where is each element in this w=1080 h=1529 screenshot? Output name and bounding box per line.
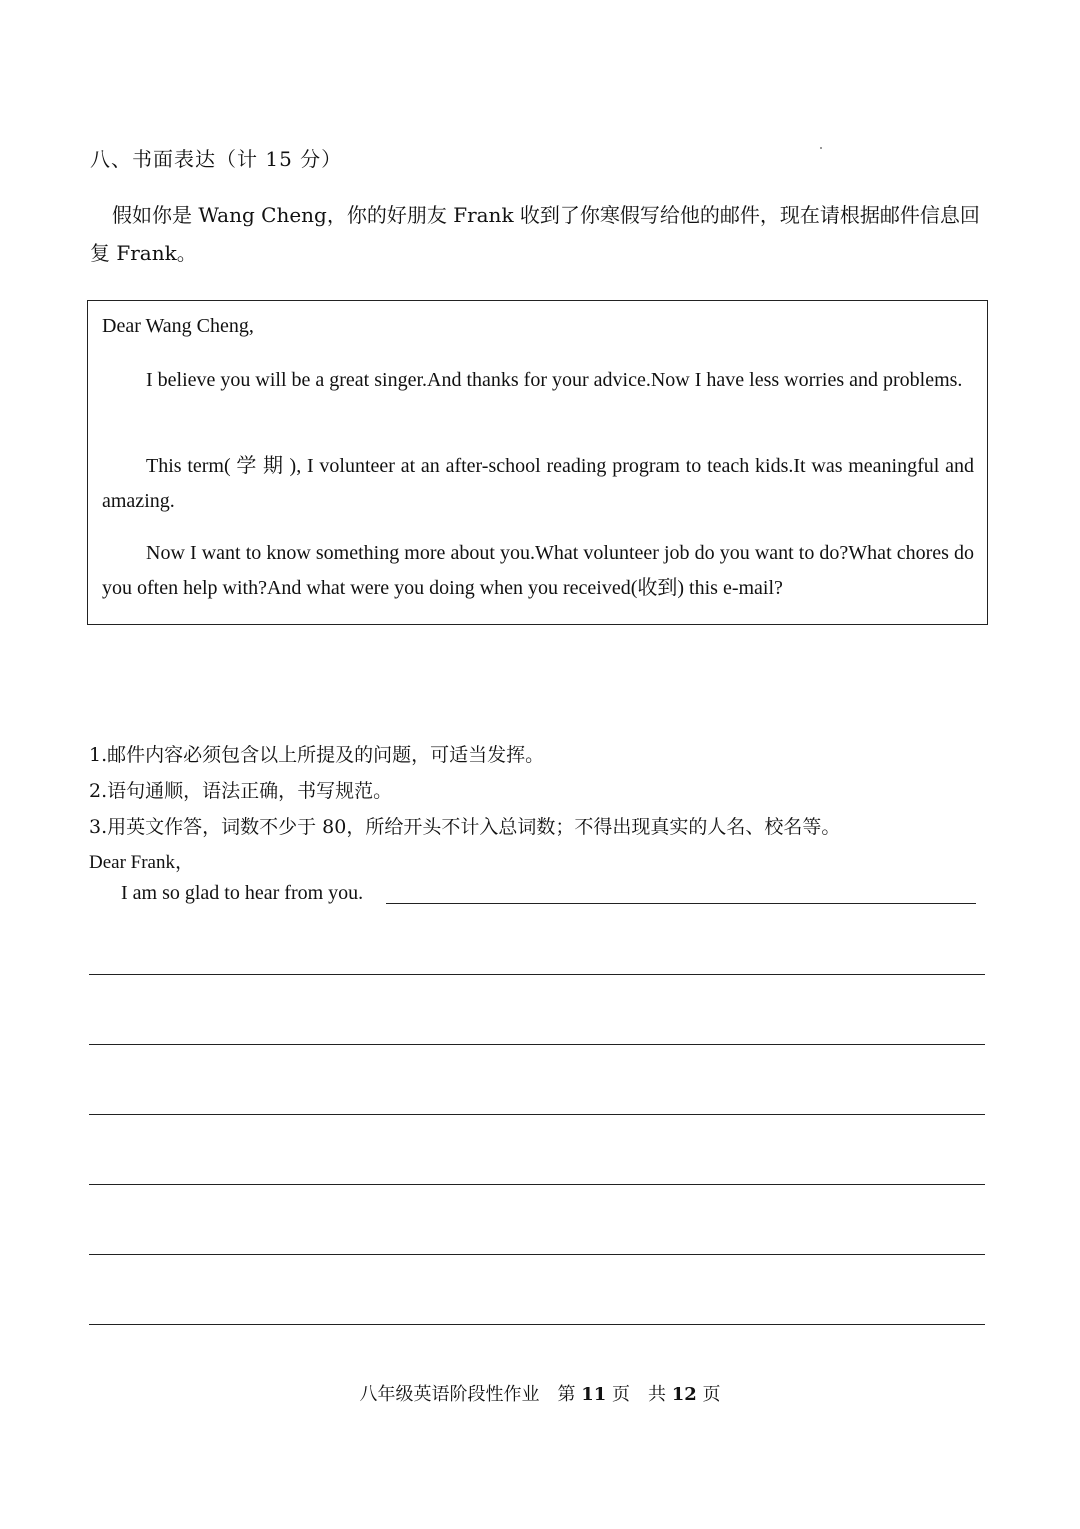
reply-starter: I am so glad to hear from you. — [121, 882, 364, 904]
writing-line-3[interactable] — [89, 1114, 985, 1115]
writing-line-6[interactable] — [89, 1324, 985, 1325]
footer-total-pages: 12 — [671, 1384, 697, 1405]
email-paragraph-3: Now I want to know something more about you.What volunteer job do you want to do?What chores do you often help with?And what were you doing when you received(收到) this e-mail? — [102, 542, 974, 599]
footer-page-number: 11 — [581, 1384, 607, 1405]
reply-greeting: Dear Frank， — [89, 852, 194, 873]
footer-suffix: 页 — [696, 1384, 721, 1405]
email-paragraph-2: This term( 学 期 ), I volunteer at an after-school reading program to teach kids.It was meaningful and amazing. — [102, 455, 974, 512]
footer-middle: 页 共 — [606, 1384, 672, 1405]
section-title: 八、书面表达（计 15 分） — [90, 147, 343, 171]
email-paragraph-1: I believe you will be a great singer.And thanks for your advice.Now I have less worries and problems. — [146, 369, 963, 391]
writing-line-4[interactable] — [89, 1184, 985, 1185]
email-box — [87, 300, 988, 625]
requirement-1: 1.邮件内容必须包含以上所提及的问题，可适当发挥。 — [89, 744, 545, 766]
page-footer — [0, 1380, 1080, 1406]
footer-prefix: 八年级英语阶段性作业 第 — [359, 1384, 582, 1405]
scan-speck — [820, 147, 822, 149]
email-greeting: Dear Wang Cheng, — [102, 315, 254, 337]
requirement-3: 3.用英文作答，词数不少于 80，所给开头不计入总词数；不得出现真实的人名、校名等。 — [89, 816, 841, 838]
writing-line-starter[interactable] — [386, 903, 976, 904]
requirement-2: 2.语句通顺，语法正确，书写规范。 — [89, 780, 393, 802]
task-intro: 假如你是 Wang Cheng，你的好朋友 Frank 收到了你寒假写给他的邮件，现在请根据邮件信息回复 Frank。 — [90, 203, 980, 265]
writing-line-1[interactable] — [89, 974, 985, 975]
writing-line-5[interactable] — [89, 1254, 985, 1255]
writing-line-2[interactable] — [89, 1044, 985, 1045]
